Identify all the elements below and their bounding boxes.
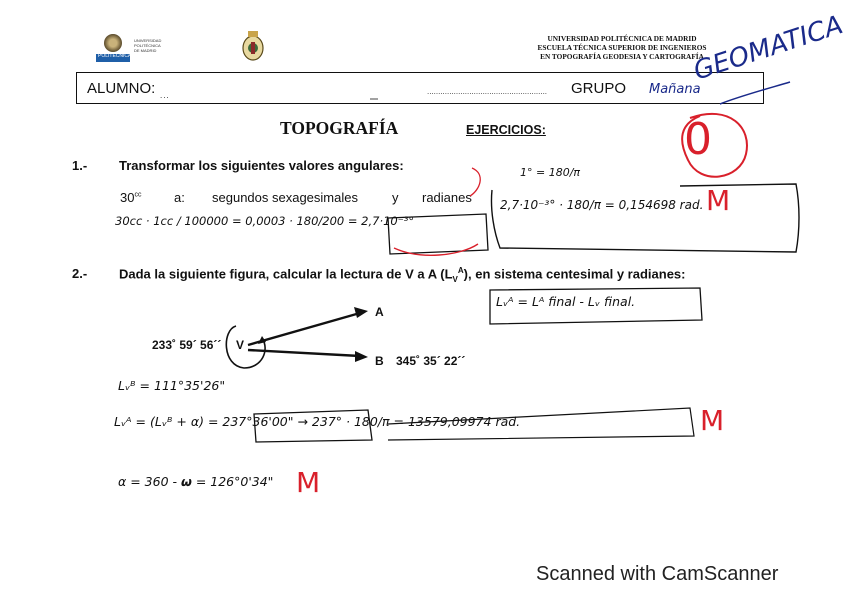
grade-mark: 0 xyxy=(684,114,712,165)
q1-work-left: 30cc · 1cc / 100000 = 0,0003 · 180/200 = 2,7·10⁻³° xyxy=(115,214,415,228)
q1-text: Transformar los siguientes valores angulares: xyxy=(119,158,404,173)
upm-badge: POLITÉCNICA xyxy=(96,54,130,62)
q1-answer-box xyxy=(388,214,488,254)
grupo-handwritten: Mañana xyxy=(649,82,701,97)
q2-line3-mark: M xyxy=(296,466,321,499)
q2-formula-box xyxy=(490,288,702,324)
rotation-arc xyxy=(226,326,265,368)
point-v-label: V xyxy=(236,338,245,352)
q1-y: y xyxy=(392,190,399,205)
geomatica-stamp: GEOMATICA xyxy=(690,10,847,87)
q2-right-box xyxy=(388,408,694,440)
alumno-dots: ... xyxy=(160,91,170,100)
school-name: UNIVERSIDAD POLITÉCNICA DE MADRID ESCUELA TÉCNICA SUPERIOR DE INGENIEROS EN TOPOGRAFÍA GEODESIA Y CARTOGRAFÍA xyxy=(537,34,707,61)
q1-value: $30^{cc}$ xyxy=(120,190,142,205)
q1-right-box xyxy=(491,184,799,252)
angle-b-label: 345˚ 35´ 22´´ xyxy=(396,354,466,368)
grupo-dots: ...................................................... xyxy=(427,87,548,96)
point-a-label: A xyxy=(375,305,384,319)
q2-number: 2.- xyxy=(72,266,88,281)
alumno-label: ALUMNO: xyxy=(87,80,156,97)
q2-text: Dada la siguiente figura, calcular la lectura de V a A $(L_V^A)$, en sistema centesimal y radianes: xyxy=(119,266,686,284)
q2-line2: Lᵥᴬ = (Lᵥᴮ + α) = 237°36'00" → 237° · 180/π = 13579,09974 rad. xyxy=(114,414,521,429)
q1-a: a: xyxy=(174,190,185,205)
grade-circle xyxy=(682,114,747,177)
page-title: TOPOGRAFÍA xyxy=(280,118,399,138)
q1-number: 1.- xyxy=(72,158,88,173)
arrowhead-a xyxy=(354,307,368,318)
q1-target: segundos sexagesimales xyxy=(212,190,358,205)
q1-target2: radianes xyxy=(422,190,472,205)
arrowhead-b xyxy=(355,351,368,362)
page-subtitle: EJERCICIOS: xyxy=(466,123,546,137)
q1-red-scribble xyxy=(470,168,480,196)
q2-answer-box xyxy=(254,410,372,442)
q1-work-right-top: 1° = 180/π xyxy=(520,166,581,179)
grupo-label: GRUPO xyxy=(571,80,627,97)
upm-text: UNIVERSIDAD POLITÉCNICA DE MADRID xyxy=(134,38,162,53)
q2-line2-mark: M xyxy=(700,404,725,437)
q2-line3: α = 360 - 𝟂 = 126°0'34" xyxy=(118,474,274,489)
q1-work-right: 2,7·10⁻³° · 180/π = 0,154698 rad. xyxy=(500,198,704,212)
camscanner-watermark: Scanned with CamScanner xyxy=(536,563,779,585)
q1-mark: M xyxy=(706,184,731,217)
point-b-label: B xyxy=(375,354,384,368)
q2-formula: Lᵥᴬ = Lᴬ final - Lᵥ final. xyxy=(496,294,636,309)
q2-line1: Lᵥᴮ = 111°35'26" xyxy=(118,378,226,393)
angle-v-label: 233˚ 59´ 56´´ xyxy=(152,338,222,352)
stamp-underline xyxy=(720,82,790,104)
